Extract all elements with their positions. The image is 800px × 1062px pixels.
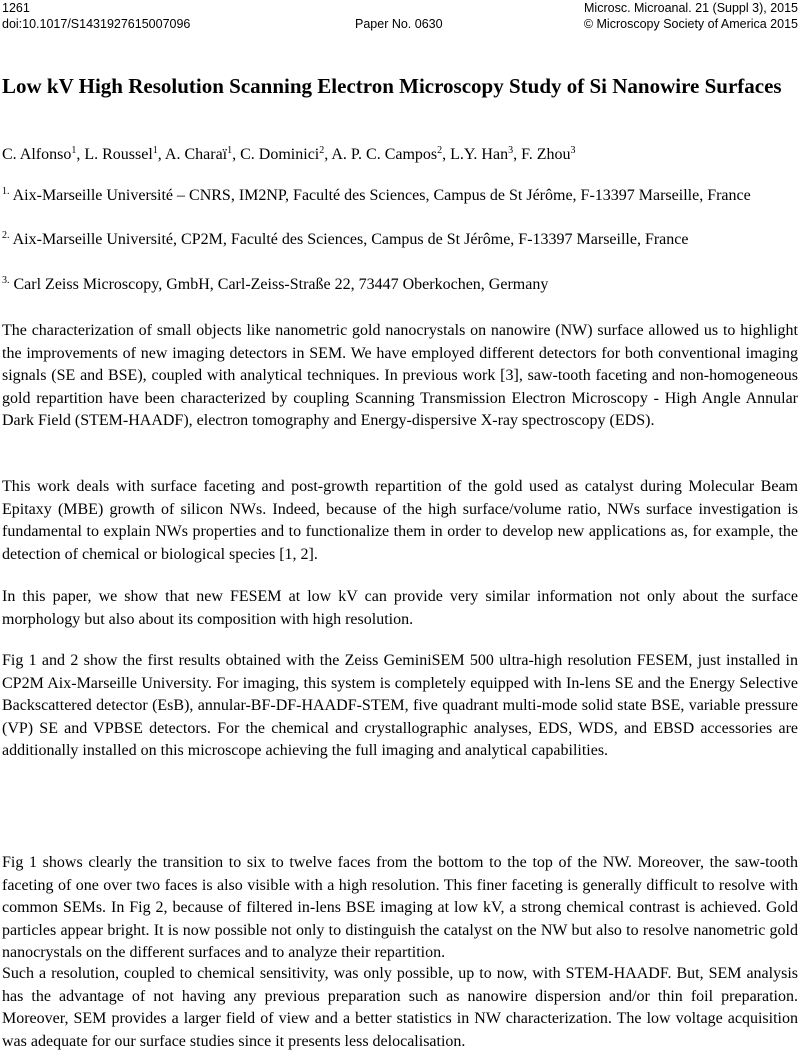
copyright: © Microscopy Society of America 2015 <box>583 17 798 31</box>
author: L.Y. Han$^3$, <box>450 145 522 163</box>
body-paragraph-1: The characterization of small objects like nanometric gold nanocrystals on nanowire (NW) surface allowed us to highlight the improvements of new imaging detectors in SEM. We have employed different detectors for both conventional imaging signals (SE and BSE), coupled with analytical techniques. In previous work [3], saw-tooth faceting and non-homogeneous gold repartition have been characterized by coupling Scanning Transmission Electron Microscopy - High Angle Annular Dark Field (STEM-HAADF), electron tomography and Energy-dispersive X-ray spectroscopy (EDS). <box>2 322 798 429</box>
author: F. Zhou$^3$ <box>521 145 576 163</box>
doi[interactable]: doi:10.1017/S1431927615007096 <box>2 17 191 31</box>
body-paragraph-2: This work deals with surface faceting and post-growth repartition of the gold used as catalyst during Molecular Beam Epitaxy (MBE) growth of silicon NWs. Indeed, because of the high surface/volume ratio, NWs surface investigation is fundamental to explain NWs properties and to functionalize them in order to develop new applications as, for example, the detection of chemical or biological species [1, 2]. <box>2 478 798 563</box>
author: C. Alfonso$^1$, <box>2 145 85 163</box>
author: A. P. C. Campos$^2$, <box>331 145 451 163</box>
body-paragraph-4: Fig 1 and 2 show the first results obtained with the Zeiss GeminiSEM 500 ultra-high resolution FESEM, just installed in CP2M Aix-Marseille University. For imaging, this system is completely equipped with In-lens SE and the Energy Selective Backscattered detector (EsB), annular-BF-DF-HAADF-STEM, five quadrant multi-mode solid state BSE, variable pressure (VP) SE and VPBSE detectors. For the chemical and crystallographic analyses, EDS, WDS, and EBSD accessories are additionally installed on this microscope achieving the full imaging and analytical capabilities. <box>2 652 798 759</box>
body-paragraph-3: In this paper, we show that new FESEM at low kV can provide very similar information not only about the surface morphology but also about its composition with high resolution. <box>2 588 798 628</box>
page-header <box>0 0 800 36</box>
author: L. Roussel$^1$, <box>84 145 165 163</box>
affiliation-2: $^{2.}$ Aix-Marseille Université, CP2M, Faculté des Sciences, Campus de St Jérôme, F-13397 Marseille, France <box>2 230 689 248</box>
author: C. Dominici$^2$, <box>240 145 332 163</box>
body-paragraph-6: Such a resolution, coupled to chemical sensitivity, was only possible, up to now, with STEM-HAADF. But, SEM analysis has the advantage of not having any previous preparation such as nanowire dispersion and/or thin foil preparation. Moreover, SEM provides a larger field of view and a better statistics in NW characterization. The low voltage acquisition was adequate for our surface studies since it presents less delocalisation. <box>2 965 798 1050</box>
paper-number: Paper No. 0630 <box>355 17 443 31</box>
journal-citation: Microsc. Microanal. 21 (Suppl 3), 2015 <box>584 1 798 15</box>
author-list <box>2 144 798 166</box>
author: A. Charaï$^1$, <box>164 145 241 163</box>
paper-title: Low kV High Resolution Scanning Electron Microscopy Study of Si Nanowire Surfaces <box>2 74 782 98</box>
affiliation-3: $^{3.}$ Carl Zeiss Microscopy, GmbH, Carl-Zeiss-Straße 22, 73447 Oberkochen, Germany <box>2 275 549 293</box>
body-paragraph-5: Fig 1 shows clearly the transition to six to twelve faces from the bottom to the top of the NW. Moreover, the saw-tooth faceting of one over two faces is also visible with a high resolution. This finer faceting is generally difficult to resolve with common SEMs. In Fig 2, because of filtered in-lens BSE imaging at low kV, a strong chemical contrast is achieved. Gold particles appear bright. It is now possible not only to distinguish the catalyst on the NW but also to resolve nanometric gold nanocrystals on the different surfaces and to analyze their repartition. <box>2 854 798 961</box>
page-number: 1261 <box>2 1 30 15</box>
affiliation-1: $^{1.}$ Aix-Marseille Université – CNRS, IM2NP, Faculté des Sciences, Campus de St Jérôme, F-13397 Marseille, France <box>2 186 751 204</box>
